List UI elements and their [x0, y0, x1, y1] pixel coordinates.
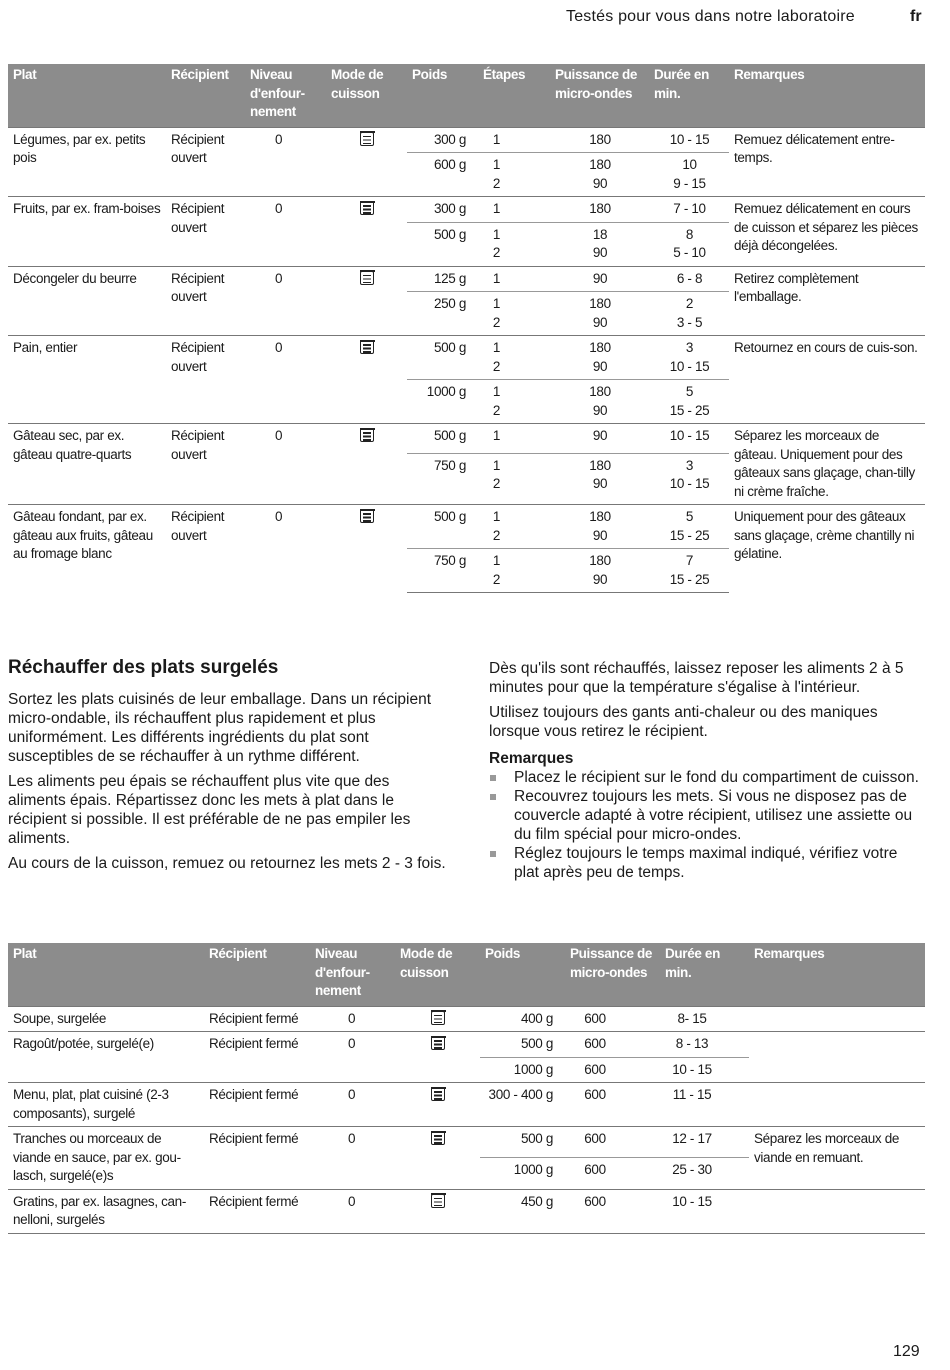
cell-niveau: 0 — [245, 197, 326, 267]
cell-niveau: 0 — [310, 1006, 395, 1032]
page-number: 129 — [893, 1343, 920, 1360]
col-header-mode: Mode de cuisson — [326, 64, 407, 127]
cell-line: 180 — [589, 201, 611, 216]
frozen-reheat-table — [8, 943, 925, 1234]
cell-puissance — [550, 222, 649, 266]
cell-line: 7 - 10 — [673, 201, 706, 216]
col-header-etapes: Étapes — [478, 64, 550, 127]
cell-remarques: Séparez les morceaux de viande en remuant. — [749, 1127, 925, 1190]
cell-line: 90 — [592, 358, 608, 374]
cell-puissance — [550, 453, 649, 504]
cell-line: 1 — [492, 428, 501, 443]
bottom-heat-icon — [360, 428, 374, 442]
cell-poids: 750 g — [407, 549, 478, 593]
defrost-table — [8, 64, 925, 593]
cell-puissance — [550, 266, 649, 292]
cell-line: 180 — [589, 296, 611, 311]
cell-puissance: 600 — [565, 1083, 660, 1127]
cell-poids: 450 g — [480, 1189, 565, 1233]
cell-niveau: 0 — [245, 127, 326, 197]
cell-line: 180 — [589, 340, 611, 355]
cell-line: 10 - 15 — [669, 131, 710, 147]
cell-poids: 1000 g — [480, 1057, 565, 1083]
remark-item: Réglez toujours le temps maximal indiqué, vérifiez votre plat après peu de temps. — [489, 844, 921, 882]
col-header-mode: Mode de cuisson — [395, 943, 480, 1006]
col-header-niveau: Niveau d'enfour-nement — [310, 943, 395, 1006]
cell-line: 15 - 25 — [669, 527, 710, 543]
bottom-heat-icon — [431, 1011, 445, 1025]
cell-plat: Gratins, par ex. lasagnes, can-nelloni, surgelés — [8, 1189, 204, 1233]
cell-duree — [649, 336, 729, 380]
cell-line: 180 — [589, 157, 611, 172]
cell-duree — [649, 505, 729, 549]
cell-line: 90 — [592, 245, 608, 260]
cell-line: 90 — [592, 571, 608, 587]
cell-etapes — [478, 197, 550, 223]
cell-puissance — [550, 197, 649, 223]
cell-line: 90 — [592, 175, 608, 191]
cell-recipient: Récipient ouvert — [166, 505, 245, 593]
bottom-heat-icon — [431, 1036, 445, 1050]
cell-duree — [649, 197, 729, 223]
cell-line: 180 — [589, 509, 611, 524]
cell-remarques — [749, 1083, 925, 1127]
cell-line: 90 — [592, 428, 608, 443]
language-code: fr — [910, 8, 922, 25]
table-row — [8, 1083, 925, 1127]
cell-line: 90 — [592, 270, 608, 286]
table-row — [8, 127, 925, 153]
cell-poids: 500 g — [407, 424, 478, 454]
col-header-recipient: Récipient — [204, 943, 310, 1006]
cell-line: 2 — [492, 314, 501, 330]
cell-remarques — [749, 1189, 925, 1233]
cell-puissance — [550, 127, 649, 153]
cell-niveau: 0 — [310, 1189, 395, 1233]
cell-line: 6 - 8 — [676, 270, 703, 286]
cell-recipient: Récipient ouvert — [166, 336, 245, 424]
cell-puissance: 600 — [565, 1158, 660, 1189]
cell-recipient: Récipient fermé — [204, 1032, 310, 1083]
cell-line: 2 — [492, 571, 501, 587]
remark-item: Placez le récipient sur le fond du compartiment de cuisson. — [489, 768, 921, 787]
cell-line: 180 — [589, 457, 611, 473]
cell-remarques: Uniquement pour des gâteaux sans glaçage, crème chantilly ni gélatine. — [729, 505, 925, 593]
cell-poids: 500 g — [407, 336, 478, 380]
cell-puissance — [550, 549, 649, 593]
cell-line: 180 — [589, 131, 611, 147]
cell-duree — [649, 292, 729, 336]
bottom-heat-icon — [360, 509, 374, 523]
cell-niveau: 0 — [245, 424, 326, 505]
cell-recipient: Récipient fermé — [204, 1127, 310, 1190]
cell-duree: 8 - 13 — [660, 1032, 749, 1058]
cell-line: 1 — [492, 509, 501, 524]
col-header-puissance: Puissance de micro-ondes — [565, 943, 660, 1006]
cell-duree: 8- 15 — [660, 1006, 749, 1032]
cell-plat: Pain, entier — [8, 336, 166, 424]
cell-duree — [649, 549, 729, 593]
paragraph: Au cours de la cuisson, remuez ou retournez les mets 2 - 3 fois. — [8, 855, 446, 872]
cell-poids: 400 g — [480, 1006, 565, 1032]
cell-line: 1 — [492, 296, 501, 311]
cell-recipient: Récipient fermé — [204, 1006, 310, 1032]
section-title: Réchauffer des plats surgelés — [8, 657, 279, 678]
cell-line: 1 — [492, 201, 501, 216]
table-row — [8, 1127, 925, 1158]
cell-puissance: 600 — [565, 1006, 660, 1032]
cell-line: 1 — [492, 226, 501, 242]
cell-line: 1 — [492, 157, 501, 172]
cell-line: 1 — [492, 384, 501, 399]
cell-line: 10 - 15 — [669, 358, 710, 374]
cell-line: 1 — [492, 131, 501, 147]
cell-duree — [649, 222, 729, 266]
mode-cell — [326, 336, 407, 424]
cell-plat: Ragoût/potée, surgelé(e) — [8, 1032, 204, 1083]
table-row — [8, 1189, 925, 1233]
table-row — [8, 197, 925, 223]
reheat-section-right — [489, 659, 921, 882]
cell-plat: Soupe, surgelée — [8, 1006, 204, 1032]
cell-duree: 10 - 15 — [660, 1057, 749, 1083]
cell-niveau: 0 — [245, 505, 326, 593]
bottom-heat-icon — [431, 1131, 445, 1145]
cell-line: 2 — [492, 245, 501, 260]
cell-line: 10 - 15 — [669, 476, 710, 492]
bottom-heat-icon — [360, 201, 374, 215]
cell-line: 180 — [589, 384, 611, 399]
bottom-heat-icon — [431, 1194, 445, 1208]
cell-duree — [649, 380, 729, 424]
cell-line: 90 — [592, 402, 608, 418]
cell-line: 5 — [685, 509, 694, 524]
table-row — [8, 505, 925, 549]
cell-line: 180 — [589, 553, 611, 568]
cell-line: 15 - 25 — [669, 402, 710, 418]
table-row — [8, 336, 925, 380]
mode-cell — [326, 127, 407, 197]
cell-line: 2 — [685, 296, 694, 311]
cell-etapes — [478, 153, 550, 197]
cell-puissance — [550, 505, 649, 549]
cell-line: 3 — [685, 340, 694, 355]
cell-remarques — [749, 1006, 925, 1032]
paragraph: Les aliments peu épais se réchauffent plus vite que des aliments épais. Répartissez donc les mets à plat dans le récipient si possible. Il est préférable de ne pas empiler les aliments. — [8, 773, 411, 847]
paragraph: Utilisez toujours des gants anti-chaleur ou des maniques lorsque vous retirez le récipient. — [489, 704, 878, 740]
cell-line: 1 — [492, 553, 501, 568]
reheat-section-left — [8, 656, 448, 879]
cell-remarques: Remuez délicatement entre-temps. — [729, 127, 925, 197]
cell-duree — [649, 153, 729, 197]
cell-duree: 11 - 15 — [660, 1083, 749, 1127]
cell-duree — [649, 424, 729, 454]
table-row — [8, 266, 925, 292]
bottom-heat-icon — [360, 340, 374, 354]
cell-poids: 300 g — [407, 127, 478, 153]
cell-etapes — [478, 380, 550, 424]
cell-recipient: Récipient ouvert — [166, 197, 245, 267]
table-header-row — [8, 943, 925, 1006]
col-header-remarques: Remarques — [749, 943, 925, 1006]
cell-etapes — [478, 292, 550, 336]
cell-recipient: Récipient fermé — [204, 1083, 310, 1127]
cell-line: 90 — [592, 476, 608, 492]
cell-line: 2 — [492, 527, 501, 543]
mode-cell — [326, 424, 407, 505]
cell-poids: 300 - 400 g — [480, 1083, 565, 1127]
paragraph: Dès qu'ils sont réchauffés, laissez reposer les aliments 2 à 5 minutes pour que la température s'égalise à l'intérieur. — [489, 660, 904, 696]
cell-puissance — [550, 424, 649, 454]
cell-line: 90 — [592, 527, 608, 543]
cell-recipient: Récipient ouvert — [166, 266, 245, 336]
table-row — [8, 424, 925, 454]
bottom-heat-icon — [360, 271, 374, 285]
col-header-recipient: Récipient — [166, 64, 245, 127]
cell-remarques: Remuez délicatement en cours de cuisson et séparez les pièces déjà décongelées. — [729, 197, 925, 267]
table-row — [8, 1006, 925, 1032]
cell-duree — [649, 453, 729, 504]
cell-poids: 1000 g — [480, 1158, 565, 1189]
mode-cell — [395, 1127, 480, 1190]
cell-recipient: Récipient ouvert — [166, 424, 245, 505]
cell-duree: 12 - 17 — [660, 1127, 749, 1158]
cell-poids: 1000 g — [407, 380, 478, 424]
col-header-plat: Plat — [8, 64, 166, 127]
cell-etapes — [478, 336, 550, 380]
mode-cell — [326, 197, 407, 267]
cell-puissance: 600 — [565, 1189, 660, 1233]
cell-line: 7 — [685, 553, 694, 568]
cell-poids: 250 g — [407, 292, 478, 336]
cell-line: 1 — [492, 340, 501, 355]
bottom-heat-icon — [431, 1087, 445, 1101]
cell-plat: Menu, plat, plat cuisiné (2-3 composants), surgelé — [8, 1083, 204, 1127]
cell-niveau: 0 — [310, 1083, 395, 1127]
bottom-heat-icon — [360, 132, 374, 146]
cell-line: 3 - 5 — [676, 314, 703, 330]
mode-cell — [395, 1006, 480, 1032]
cell-line: 1 — [492, 270, 501, 286]
cell-puissance: 600 — [565, 1032, 660, 1058]
col-header-poids: Poids — [407, 64, 478, 127]
col-header-plat: Plat — [8, 943, 204, 1006]
cell-poids: 125 g — [407, 266, 478, 292]
cell-remarques: Retirez complètement l'emballage. — [729, 266, 925, 336]
table-row — [8, 1032, 925, 1058]
cell-remarques: Séparez les morceaux de gâteau. Uniquement pour des gâteaux sans glaçage, chan-tilly ni crème fraîche. — [729, 424, 925, 505]
col-header-remarques: Remarques — [729, 64, 925, 127]
cell-niveau: 0 — [245, 266, 326, 336]
col-header-puissance: Puissance de micro-ondes — [550, 64, 649, 127]
cell-line: 5 — [685, 384, 694, 399]
running-header: Testés pour vous dans notre laboratoire — [566, 8, 855, 25]
cell-plat: Gâteau fondant, par ex. gâteau aux fruits, gâteau au fromage blanc — [8, 505, 166, 593]
mode-cell — [395, 1189, 480, 1233]
cell-plat: Décongeler du beurre — [8, 266, 166, 336]
cell-poids: 750 g — [407, 453, 478, 504]
cell-etapes — [478, 266, 550, 292]
cell-puissance — [550, 292, 649, 336]
cell-etapes — [478, 505, 550, 549]
cell-remarques — [749, 1032, 925, 1083]
cell-line: 18 — [592, 226, 608, 242]
cell-niveau: 0 — [245, 336, 326, 424]
cell-puissance: 600 — [565, 1127, 660, 1158]
cell-line: 15 - 25 — [669, 571, 710, 587]
col-header-duree: Durée en min. — [660, 943, 749, 1006]
col-header-niveau: Niveau d'enfour-nement — [245, 64, 326, 127]
cell-plat: Tranches ou morceaux de viande en sauce, par ex. gou-lasch, surgelé(e)s — [8, 1127, 204, 1190]
cell-poids: 500 g — [480, 1032, 565, 1058]
mode-cell — [395, 1032, 480, 1083]
cell-line: 90 — [592, 314, 608, 330]
cell-etapes — [478, 549, 550, 593]
mode-cell — [395, 1083, 480, 1127]
cell-etapes — [478, 424, 550, 454]
cell-line: 2 — [492, 476, 501, 492]
cell-line: 3 — [685, 457, 694, 473]
remarks-list — [489, 768, 921, 882]
cell-puissance — [550, 336, 649, 380]
cell-duree: 10 - 15 — [660, 1189, 749, 1233]
cell-etapes — [478, 453, 550, 504]
cell-line: 10 — [682, 157, 697, 172]
col-header-duree: Durée en min. — [649, 64, 729, 127]
cell-etapes — [478, 222, 550, 266]
cell-etapes — [478, 127, 550, 153]
cell-poids: 500 g — [407, 222, 478, 266]
table-header-row — [8, 64, 925, 127]
remarks-title: Remarques — [489, 750, 574, 767]
cell-duree — [649, 266, 729, 292]
cell-puissance — [550, 380, 649, 424]
cell-line: 10 - 15 — [669, 428, 710, 443]
cell-plat: Gâteau sec, par ex. gâteau quatre-quarts — [8, 424, 166, 505]
cell-line: 2 — [492, 402, 501, 418]
cell-poids: 300 g — [407, 197, 478, 223]
cell-recipient: Récipient ouvert — [166, 127, 245, 197]
mode-cell — [326, 266, 407, 336]
cell-recipient: Récipient fermé — [204, 1189, 310, 1233]
cell-line: 5 - 10 — [673, 245, 706, 260]
remark-item: Recouvrez toujours les mets. Si vous ne disposez pas de couvercle adapté à votre récipient, utilisez une assiette ou du film spécial pour micro-ondes. — [489, 787, 921, 844]
cell-line: 2 — [492, 358, 501, 374]
cell-remarques: Retournez en cours de cuis-son. — [729, 336, 925, 424]
paragraph: Sortez les plats cuisinés de leur emballage. Dans un récipient micro-ondable, ils réchauffent plus rapidement et plus uniformément. Les différents ingrédients du plat sont susceptibles de se réchauffer à un rythme différent. — [8, 691, 432, 765]
cell-puissance — [550, 153, 649, 197]
cell-plat: Légumes, par ex. petits pois — [8, 127, 166, 197]
cell-line: 8 — [685, 226, 694, 242]
col-header-poids: Poids — [480, 943, 565, 1006]
cell-niveau: 0 — [310, 1032, 395, 1083]
cell-poids: 500 g — [407, 505, 478, 549]
cell-line: 9 - 15 — [673, 175, 706, 191]
cell-plat: Fruits, par ex. fram-boises — [8, 197, 166, 267]
cell-poids: 600 g — [407, 153, 478, 197]
cell-duree — [649, 127, 729, 153]
cell-line: 1 — [492, 457, 501, 473]
cell-puissance: 600 — [565, 1057, 660, 1083]
cell-duree: 25 - 30 — [660, 1158, 749, 1189]
cell-niveau: 0 — [310, 1127, 395, 1190]
cell-poids: 500 g — [480, 1127, 565, 1158]
mode-cell — [326, 505, 407, 593]
cell-line: 2 — [492, 175, 501, 191]
